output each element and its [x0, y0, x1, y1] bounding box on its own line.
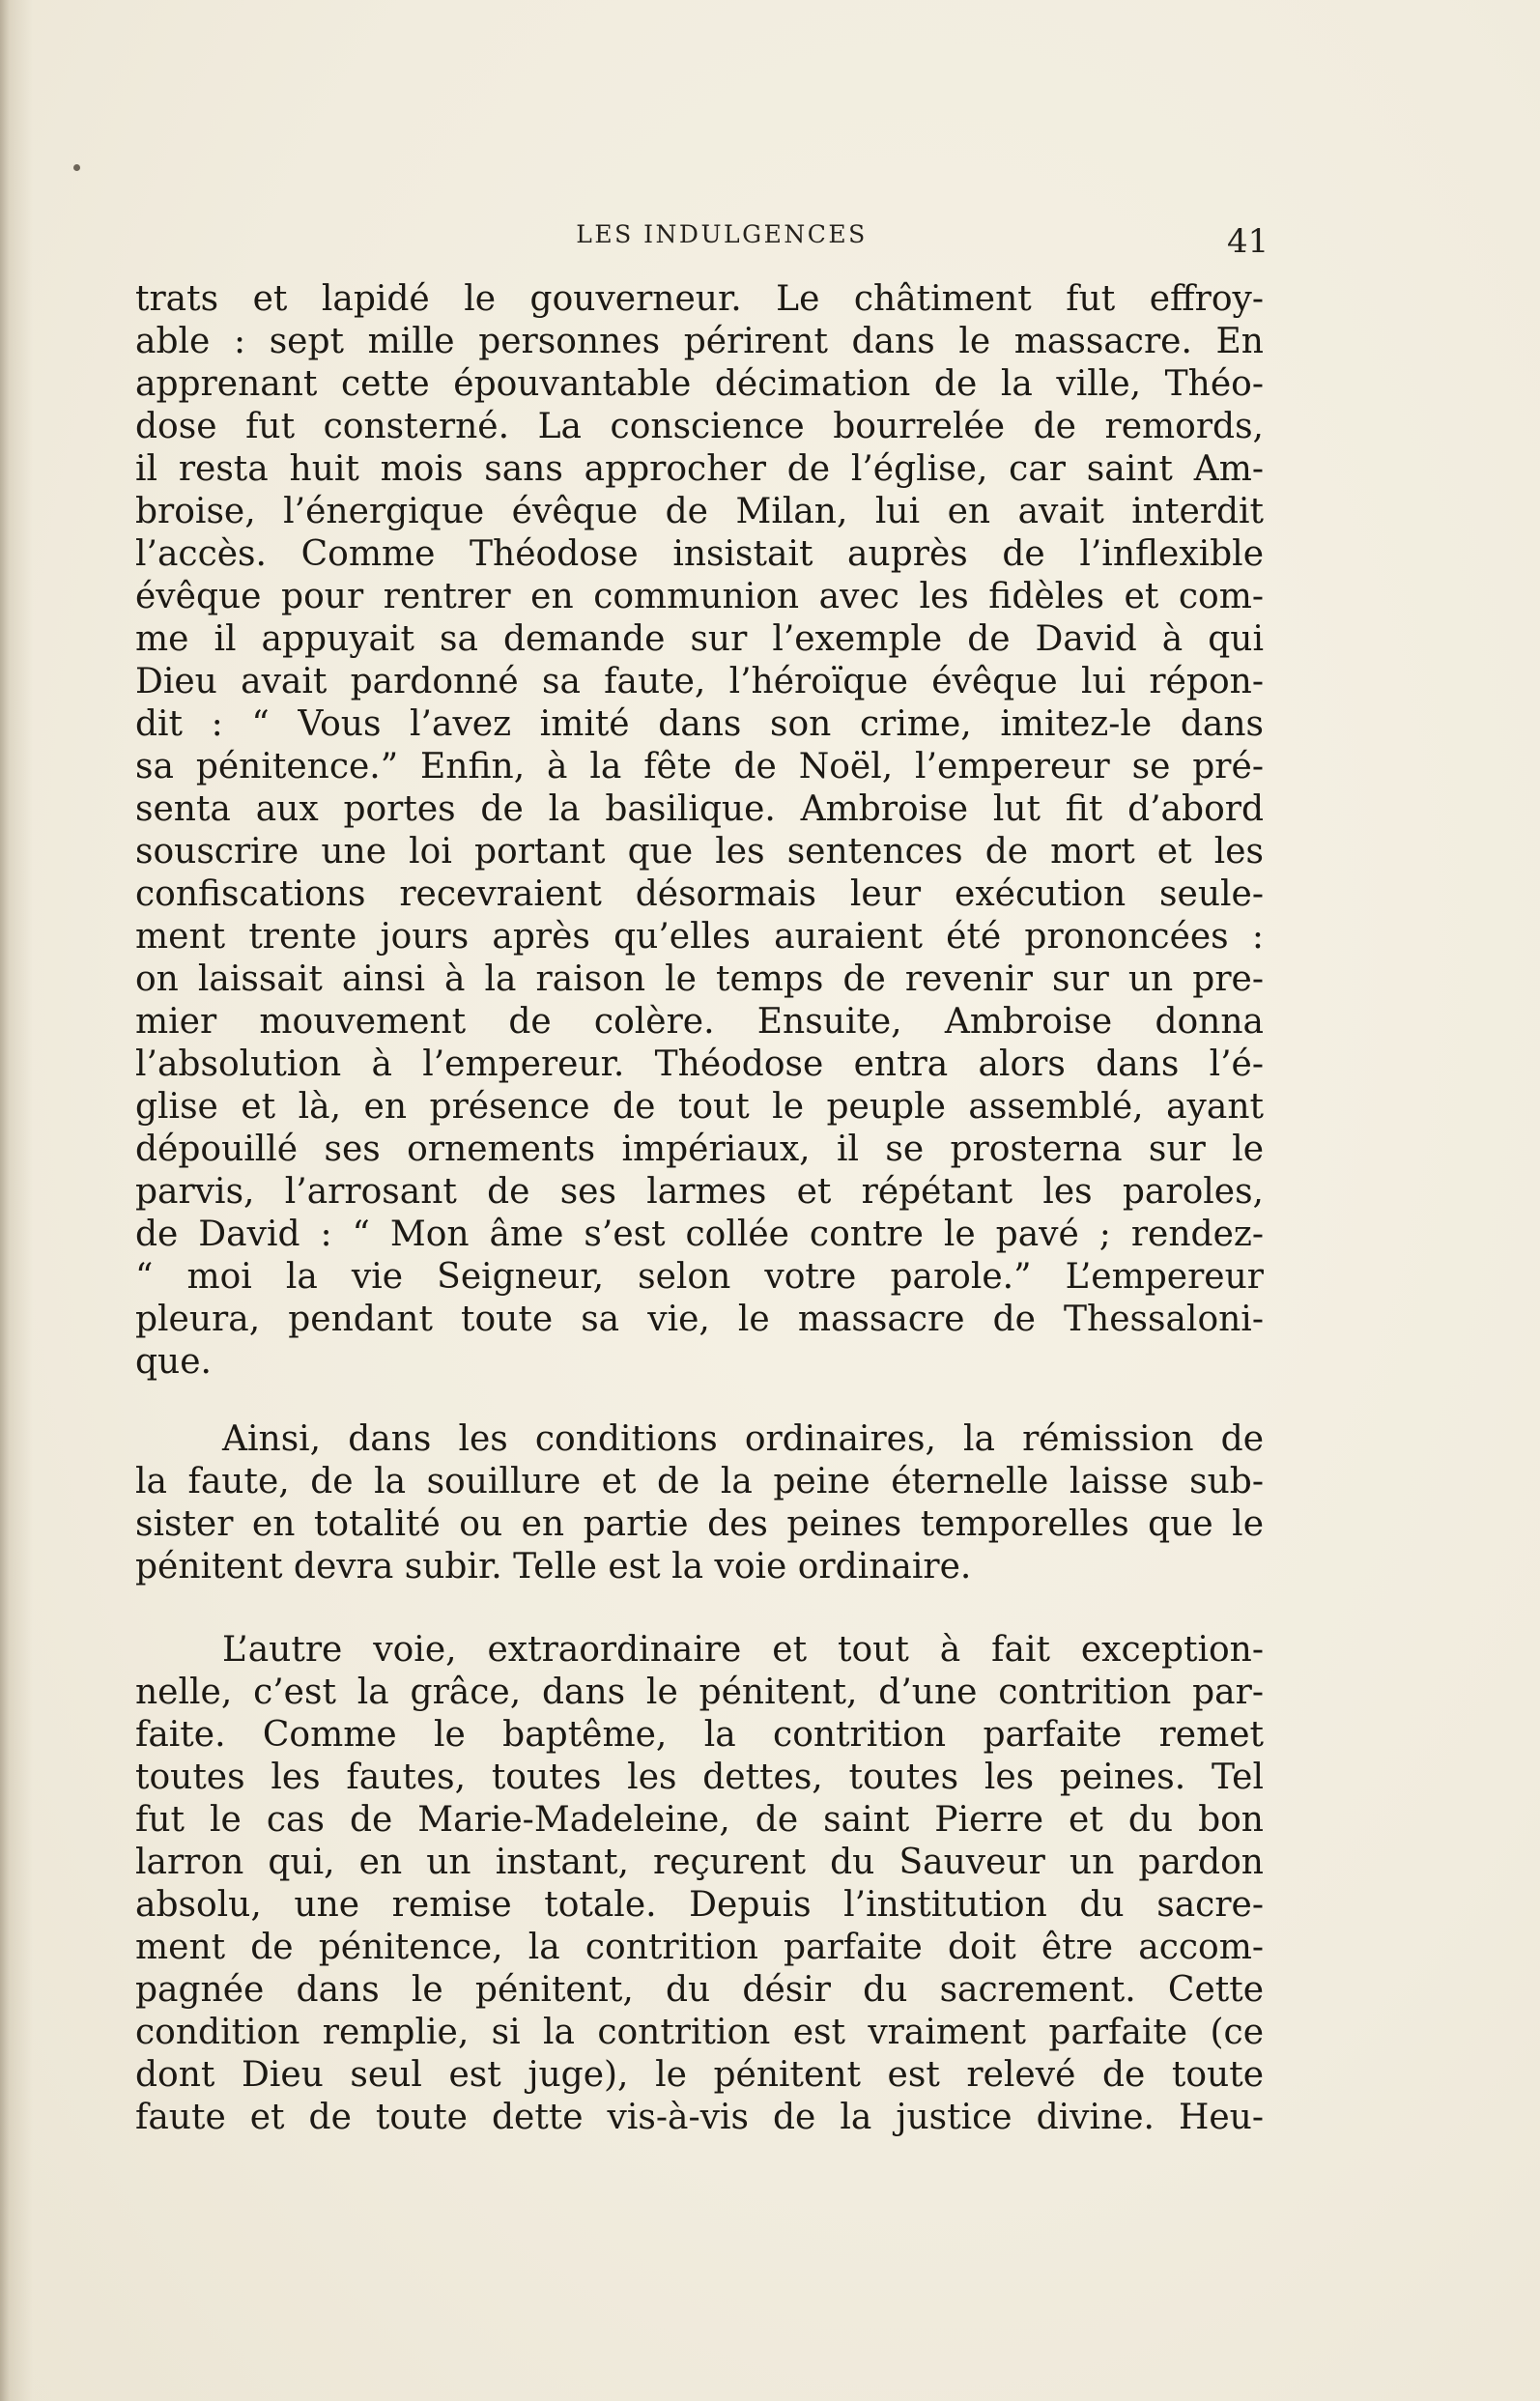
text-line: ment trente jours après qu’elles auraient été prononcées : — [135, 917, 1264, 957]
text-line: “ moi la vie Seigneur, selon votre parole.” L’empereur — [135, 1257, 1264, 1297]
text-line — [135, 1629, 1264, 1672]
text-line: fut le cas de Marie-Madeleine, de saint Pierre et du bon — [135, 1800, 1264, 1840]
text-line: nelle, c’est la grâce, dans le pénitent, d’une contrition par- — [135, 1672, 1264, 1712]
text-line: faute et de toute dette vis-à-vis de la justice divine. Heu- — [135, 2098, 1264, 2137]
text-line: parvis, l’arrosant de ses larmes et répétant les paroles, — [135, 1172, 1264, 1212]
text-line: larron qui, en un instant, reçurent du Sauveur un pardon — [135, 1843, 1264, 1882]
text-line: dose fut consterné. La conscience bourrelée de remords, — [135, 407, 1264, 446]
text-line: absolu, une remise totale. Depuis l’institution du sacre- — [135, 1885, 1264, 1925]
text-line: mier mouvement de colère. Ensuite, Ambroise donna — [135, 1002, 1264, 1042]
text-line: on laissait ainsi à la raison le temps de revenir sur un pre- — [135, 959, 1264, 999]
paragraph-3 — [135, 1629, 1264, 2139]
text-line: de David : “ Mon âme s’est collée contre le pavé ; rendez- — [135, 1215, 1264, 1254]
text-line: la faute, de la souillure et de la peine éternelle laisse sub- — [135, 1462, 1264, 1501]
text-line: apprenant cette épouvantable décimation de la ville, Théo- — [135, 364, 1264, 404]
text-line: pénitent devra subir. Telle est la voie ordinaire. — [135, 1547, 972, 1586]
text-line: senta aux portes de la basilique. Ambroise lut fit d’abord — [135, 789, 1264, 829]
text-line: toutes les fautes, toutes les dettes, toutes les peines. Tel — [135, 1758, 1264, 1797]
text-line: glise et là, en présence de tout le peuple assemblé, ayant — [135, 1087, 1264, 1127]
text-line: ment de pénitence, la contrition parfaite doit être accom- — [135, 1928, 1264, 1967]
text-line: able : sept mille personnes périrent dans le massacre. En — [135, 322, 1264, 361]
text-line: l’absolution à l’empereur. Théodose entra alors dans l’é- — [135, 1044, 1264, 1084]
text-line: Dieu avait pardonné sa faute, l’héroïque évêque lui répon- — [135, 662, 1264, 701]
text-line: dépouillé ses ornements impériaux, il se prosterna sur le — [135, 1129, 1264, 1169]
text-line: l’accès. Comme Théodose insistait auprès de l’inflexible — [135, 534, 1264, 574]
text-line: que. — [135, 1342, 212, 1382]
text-line: souscrire une loi portant que les sentences de mort et les — [135, 832, 1264, 872]
text-line: trats et lapidé le gouverneur. Le châtiment fut effroy- — [135, 279, 1264, 319]
text-line: pagnée dans le pénitent, du désir du sacrement. Cette — [135, 1970, 1264, 2010]
text-line: il resta huit mois sans approcher de l’église, car saint Am- — [135, 449, 1264, 489]
page-number: 41 — [1227, 222, 1269, 261]
text-line: évêque pour rentrer en communion avec les fidèles et com- — [135, 577, 1264, 616]
text-line: sister en totalité ou en partie des peines temporelles que le — [135, 1504, 1264, 1544]
text-line: broise, l’énergique évêque de Milan, lui en avait interdit — [135, 492, 1264, 531]
paragraph-1 — [135, 278, 1264, 1384]
text-line-content: L’autre voie, extraordinaire et tout à fait exception- — [222, 1630, 1264, 1670]
paragraph-2 — [135, 1418, 1264, 1588]
text-line: sa pénitence.” Enfin, à la fête de Noël, l’empereur se pré- — [135, 747, 1264, 786]
text-line: dit : “ Vous l’avez imité dans son crime, imitez-le dans — [135, 704, 1264, 744]
ink-speck — [73, 164, 80, 171]
text-line: faite. Comme le baptême, la contrition parfaite remet — [135, 1715, 1264, 1755]
text-line-content: Ainsi, dans les conditions ordinaires, la rémission de — [222, 1419, 1264, 1459]
running-head: LES INDULGENCES — [576, 220, 868, 248]
text-line: me il appuyait sa demande sur l’exemple de David à qui — [135, 619, 1264, 659]
text-line — [135, 1418, 1264, 1461]
text-line: dont Dieu seul est juge), le pénitent est relevé de toute — [135, 2055, 1264, 2095]
text-line: condition remplie, si la contrition est vraiment parfaite (ce — [135, 2013, 1264, 2052]
text-line: confiscations recevraient désormais leur exécution seule- — [135, 874, 1264, 914]
text-line: pleura, pendant toute sa vie, le massacre de Thessaloni- — [135, 1300, 1264, 1339]
